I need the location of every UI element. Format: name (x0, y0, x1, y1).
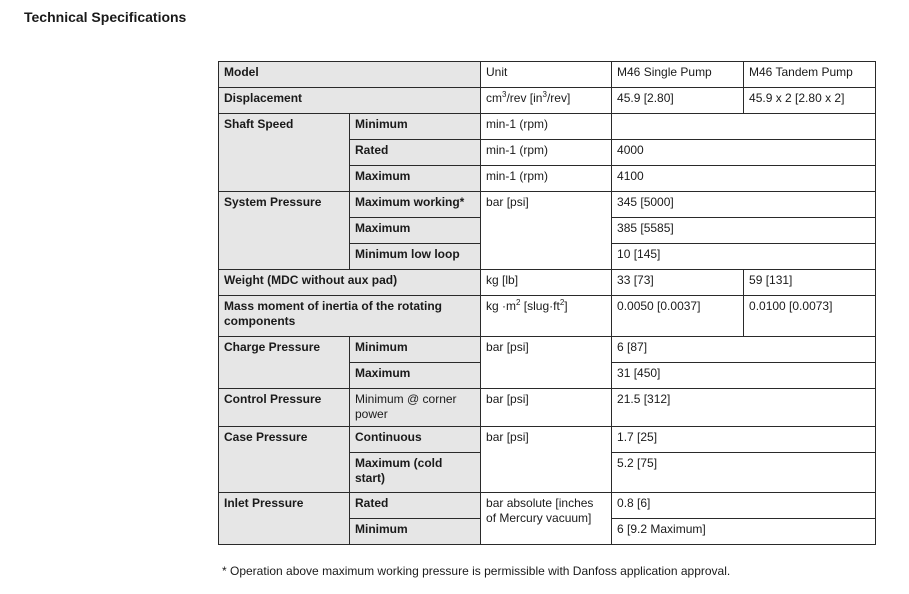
case-pressure-label: Case Pressure (219, 427, 350, 493)
case-pressure-maximum-label: Maximum (cold start) (350, 453, 481, 493)
charge-pressure-label: Charge Pressure (219, 337, 350, 389)
shaft-speed-minimum-value (612, 114, 876, 140)
system-pressure-max-working-value: 345 [5000] (612, 192, 876, 218)
system-pressure-unit: bar [psi] (481, 192, 612, 270)
page-title: Technical Specifications (24, 9, 187, 25)
inlet-pressure-rated-label: Rated (350, 493, 481, 519)
shaft-speed-maximum-value: 4100 (612, 166, 876, 192)
case-pressure-unit: bar [psi] (481, 427, 612, 493)
tandem-pump-header: M46 Tandem Pump (744, 62, 876, 88)
model-label: Model (219, 62, 481, 88)
inertia-label: Mass moment of inertia of the rotating components (219, 296, 481, 337)
case-pressure-maximum-value: 5.2 [75] (612, 453, 876, 493)
weight-unit: kg [lb] (481, 270, 612, 296)
case-pressure-continuous-label: Continuous (350, 427, 481, 453)
specifications-table (218, 61, 876, 545)
displacement-tandem: 45.9 x 2 [2.80 x 2] (744, 88, 876, 114)
charge-pressure-maximum-value: 31 [450] (612, 363, 876, 389)
inertia-unit: kg $\cdot m^2$ $[slug\cdot ft^2]$ (481, 296, 612, 337)
control-pressure-unit: bar [psi] (481, 389, 612, 427)
shaft-speed-minimum-unit: min-1 (rpm) (481, 114, 612, 140)
inlet-pressure-minimum-value: 6 [9.2 Maximum] (612, 519, 876, 545)
table-row (219, 493, 876, 519)
system-pressure-maximum-value: 385 [5585] (612, 218, 876, 244)
inlet-pressure-minimum-label: Minimum (350, 519, 481, 545)
charge-pressure-minimum-label: Minimum (350, 337, 481, 363)
table-row (219, 389, 876, 427)
shaft-speed-minimum-label: Minimum (350, 114, 481, 140)
table-row (219, 192, 876, 218)
system-pressure-label: System Pressure (219, 192, 350, 270)
weight-single: 33 [73] (612, 270, 744, 296)
table-row (219, 270, 876, 296)
weight-tandem: 59 [131] (744, 270, 876, 296)
table-row (219, 337, 876, 363)
displacement-unit: $cm^3$/rev $[in^3/rev]$ (481, 88, 612, 114)
charge-pressure-maximum-label: Maximum (350, 363, 481, 389)
unit-header: Unit (481, 62, 612, 88)
inertia-tandem: 0.0100 [0.0073] (744, 296, 876, 337)
table-row (219, 88, 876, 114)
system-pressure-min-low-loop-label: Minimum low loop (350, 244, 481, 270)
shaft-speed-rated-unit: min-1 (rpm) (481, 140, 612, 166)
system-pressure-min-low-loop-value: 10 [145] (612, 244, 876, 270)
control-pressure-sub-label: Minimum @ corner power (350, 389, 481, 427)
shaft-speed-label: Shaft Speed (219, 114, 350, 192)
table-row (219, 62, 876, 88)
control-pressure-value: 21.5 [312] (612, 389, 876, 427)
table-row (219, 296, 876, 337)
shaft-speed-maximum-unit: min-1 (rpm) (481, 166, 612, 192)
table-row (219, 114, 876, 140)
shaft-speed-maximum-label: Maximum (350, 166, 481, 192)
table-row (219, 427, 876, 453)
charge-pressure-unit: bar [psi] (481, 337, 612, 389)
shaft-speed-rated-value: 4000 (612, 140, 876, 166)
inlet-pressure-label: Inlet Pressure (219, 493, 350, 545)
inertia-single: 0.0050 [0.0037] (612, 296, 744, 337)
control-pressure-label: Control Pressure (219, 389, 350, 427)
inlet-pressure-rated-value: 0.8 [6] (612, 493, 876, 519)
charge-pressure-minimum-value: 6 [87] (612, 337, 876, 363)
case-pressure-continuous-value: 1.7 [25] (612, 427, 876, 453)
weight-label: Weight (MDC without aux pad) (219, 270, 481, 296)
system-pressure-maximum-label: Maximum (350, 218, 481, 244)
single-pump-header: M46 Single Pump (612, 62, 744, 88)
displacement-label: Displacement (219, 88, 481, 114)
inlet-pressure-unit: bar absolute [inches of Mercury vacuum] (481, 493, 612, 545)
system-pressure-max-working-label: Maximum working* (350, 192, 481, 218)
footnote: * Operation above maximum working pressure is permissible with Danfoss application approval. (222, 564, 731, 578)
displacement-single: 45.9 [2.80] (612, 88, 744, 114)
shaft-speed-rated-label: Rated (350, 140, 481, 166)
